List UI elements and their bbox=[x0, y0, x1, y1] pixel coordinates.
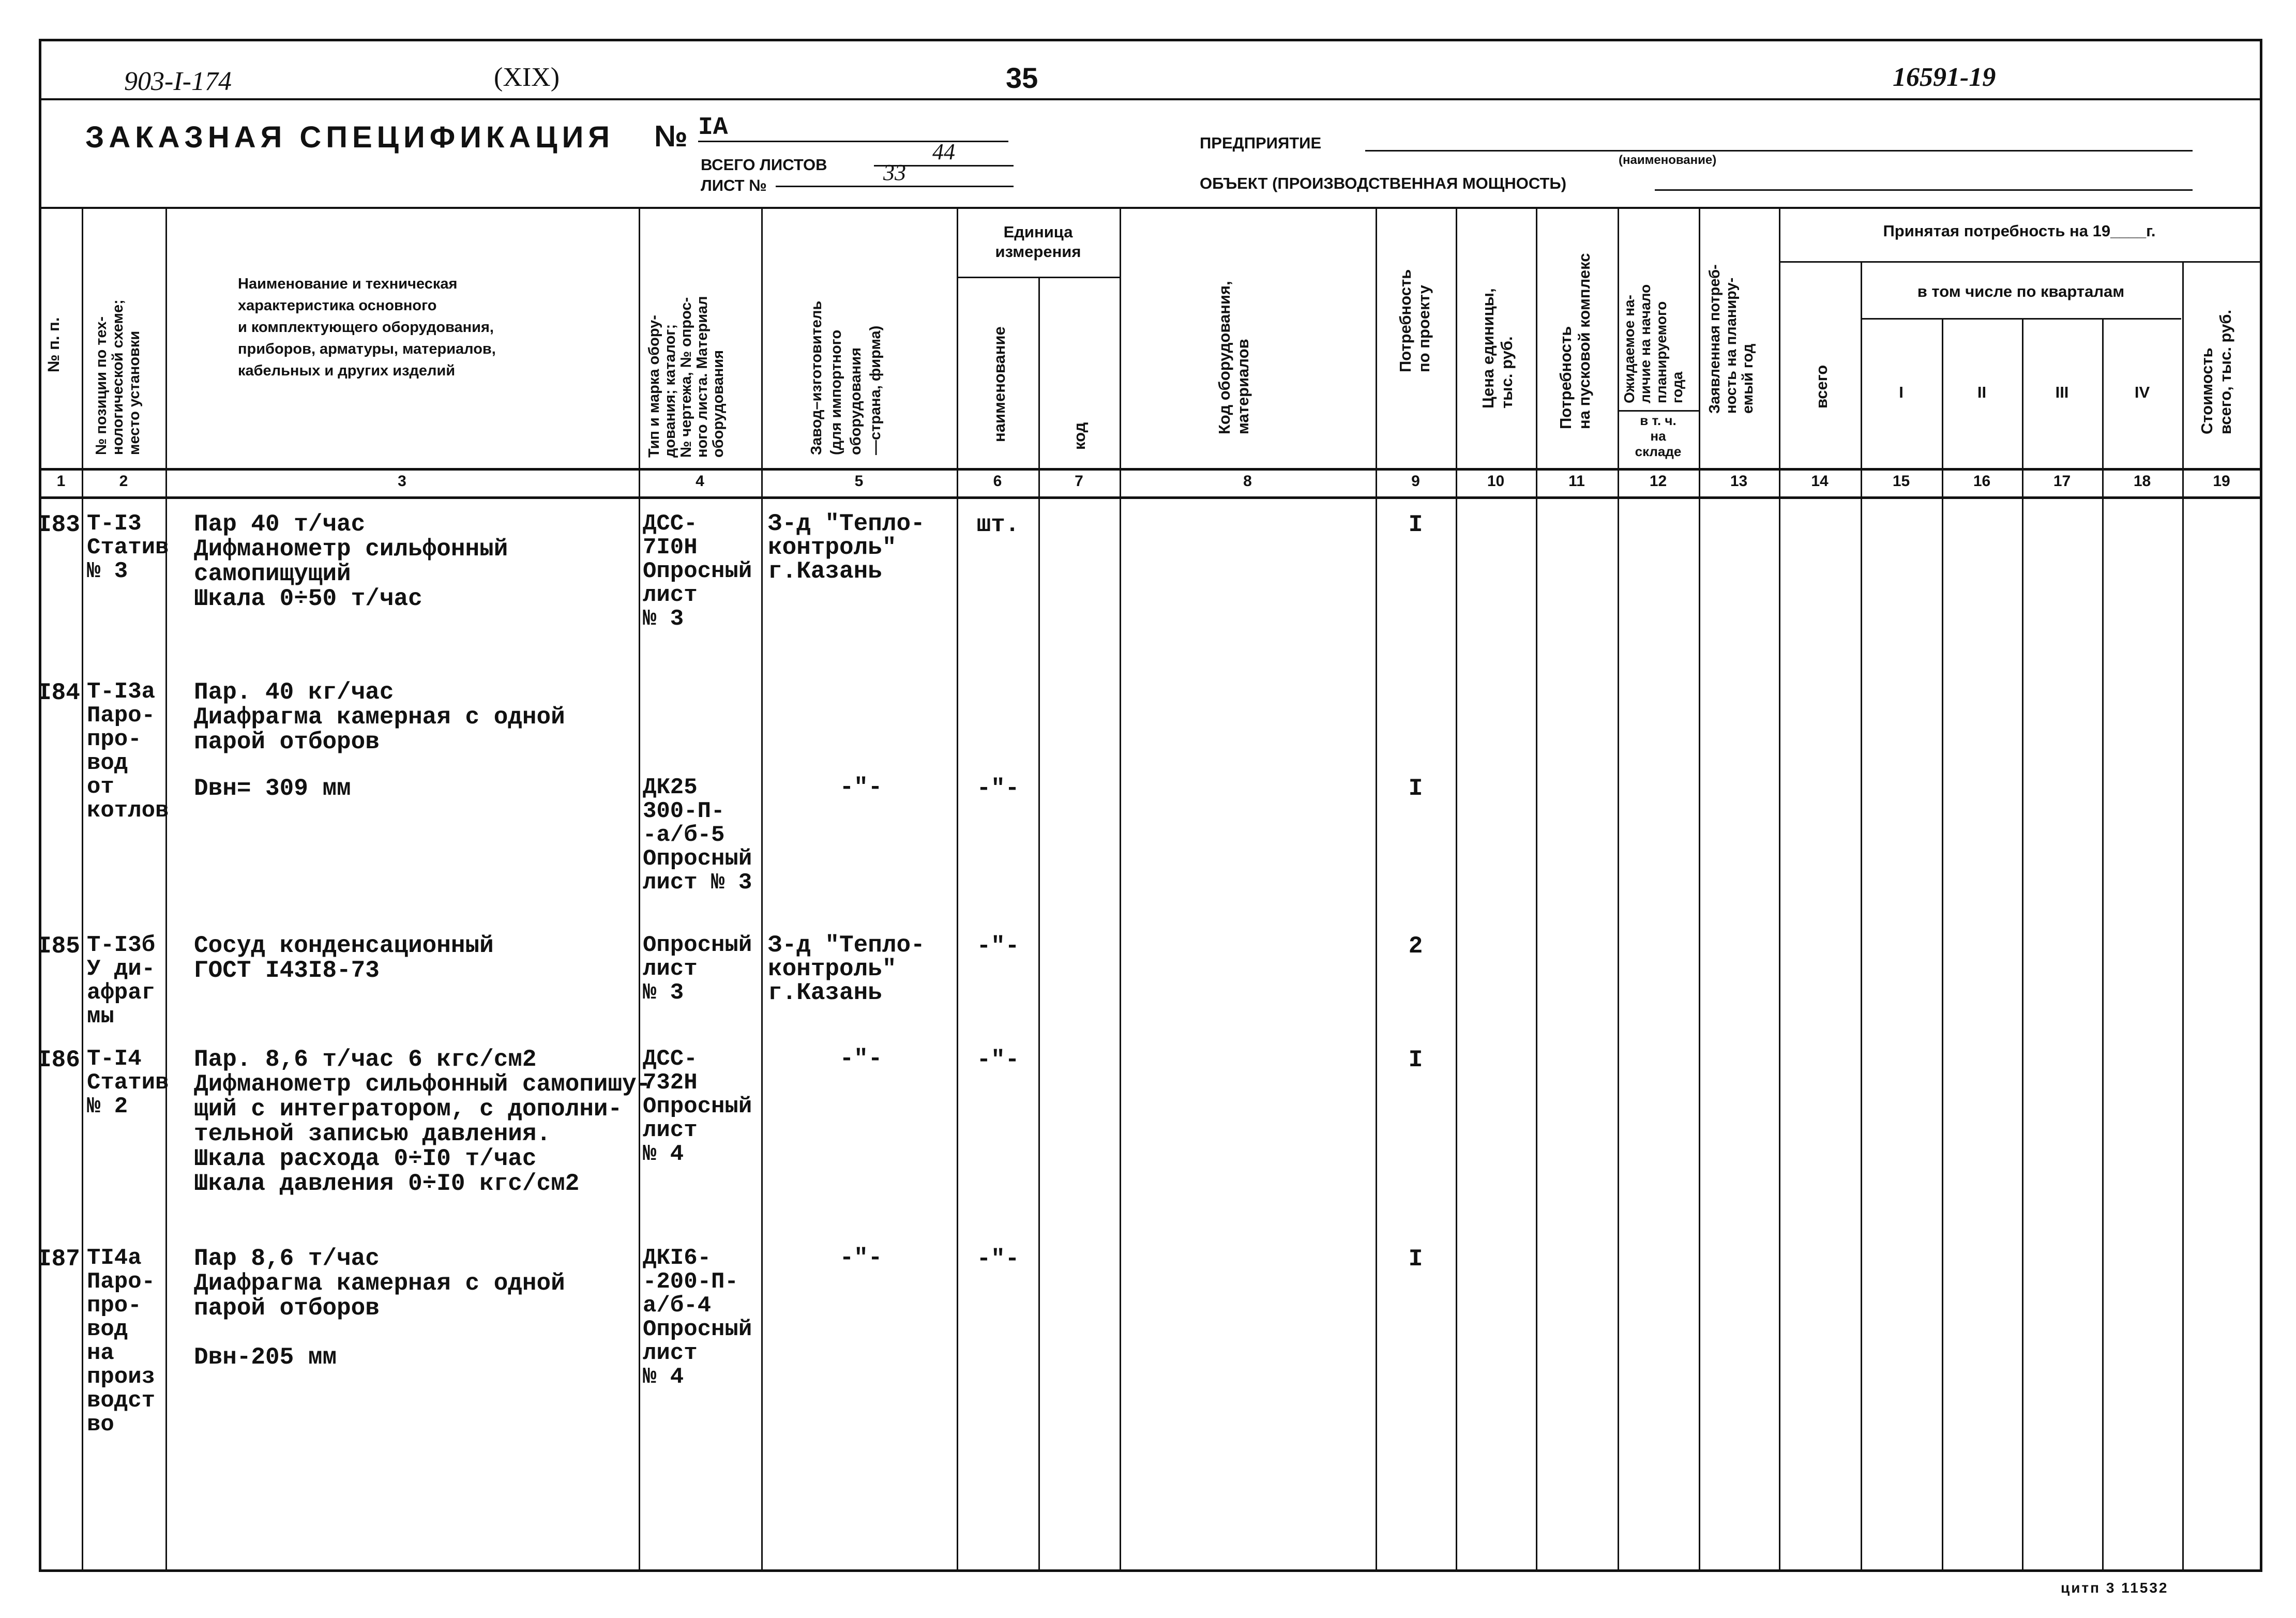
title-rule bbox=[40, 98, 2261, 100]
col-header-7: код bbox=[1070, 422, 1089, 450]
row-description: Пар 40 т/час Дифманометр сильфонный самопищущий Шкала 0÷50 т/час bbox=[194, 511, 508, 612]
row-type-mark: ДКI6- -200-П- а/б-4 Опросный лист № 4 bbox=[643, 1245, 752, 1390]
column-number: 16 bbox=[1973, 473, 1991, 490]
column-number: 19 bbox=[2213, 473, 2230, 490]
col-header-quarters-group: в том числе по кварталам bbox=[1917, 282, 2125, 300]
row-manufacturer: -"- bbox=[839, 1046, 883, 1072]
row-position: Т-I3а Паро- про- вод от котлов bbox=[87, 679, 169, 824]
row-number: I87 bbox=[37, 1246, 80, 1273]
row-quantity: I bbox=[1408, 1047, 1423, 1073]
footer-stamp: цитп 3 11532 bbox=[2061, 1580, 2169, 1596]
col-header-4: Тип и марка обору- дования; каталог; № чертежа, № опрос- ного листа. Материал оборудования bbox=[646, 296, 727, 458]
row-description: Пар. 8,6 т/час 6 кгс/см2 Дифманометр сильфонный самопишу- щий с интегратором, с дополни- тельной записью давления. Шкала расхода 0÷I0 т/час Шкала давления 0÷I0 кгс/см2 bbox=[194, 1046, 651, 1197]
column-number: 12 bbox=[1649, 473, 1667, 490]
object-line bbox=[1655, 189, 2193, 191]
column-rule bbox=[957, 207, 958, 1571]
column-number: 3 bbox=[398, 473, 406, 490]
row-description: Пар 8,6 т/час Диафрагма камерная с одной парой отборов bbox=[194, 1245, 565, 1322]
col-header-13: Заявленная потреб- ность на планиру- емый год bbox=[1706, 264, 1756, 414]
row-number: I85 bbox=[37, 933, 80, 960]
table-top-rule bbox=[40, 207, 2261, 209]
column-number: 8 bbox=[1243, 473, 1252, 490]
row-unit: -"- bbox=[976, 933, 1020, 960]
column-rule bbox=[1456, 207, 1457, 1571]
col-header-6: наименование bbox=[990, 326, 1008, 442]
column-number: 17 bbox=[2053, 473, 2071, 490]
object-label: ОБЪЕКТ (ПРОИЗВОДСТВЕННАЯ МОЩНОСТЬ) bbox=[1200, 174, 1567, 192]
col-header-accepted-group: Принятая потребность на 19____г. bbox=[1883, 222, 2156, 240]
col-header-19: Стоимость всего, тыс. руб. bbox=[2198, 309, 2234, 434]
row-manufacturer: -"- bbox=[839, 774, 883, 801]
column-rule bbox=[82, 207, 83, 1571]
col-header-8: Код оборудования, материалов bbox=[1215, 281, 1252, 434]
column-number: 10 bbox=[1487, 473, 1505, 490]
row-unit: -"- bbox=[976, 1047, 1020, 1073]
col-header-unit-group: Единица измерения bbox=[995, 223, 1081, 261]
column-rule bbox=[1120, 207, 1121, 1571]
total-sheets: 44 bbox=[874, 139, 1014, 167]
row-position: Т-I3б У ди- афраг мы bbox=[87, 932, 156, 1030]
accepted-group-rule bbox=[1779, 261, 2260, 263]
total-sheets-label: ВСЕГО ЛИСТОВ bbox=[701, 156, 827, 174]
row-manufacturer: З-д "Тепло- контроль" г.Казань bbox=[768, 510, 925, 585]
column-rule bbox=[1376, 207, 1377, 1571]
column-number: 5 bbox=[854, 473, 864, 490]
column-number: 9 bbox=[1411, 473, 1420, 490]
column-rule bbox=[1861, 261, 1862, 1571]
row-number: I84 bbox=[37, 679, 80, 706]
colnum-top-rule bbox=[40, 468, 2261, 471]
column-number: 4 bbox=[696, 473, 704, 490]
col-header-1: № п. п. bbox=[44, 317, 63, 372]
row-unit: -"- bbox=[976, 775, 1020, 802]
sheet-no-label: ЛИСТ № bbox=[701, 176, 767, 194]
column-number: 7 bbox=[1075, 473, 1083, 490]
row-number: I83 bbox=[37, 511, 80, 538]
col-header-2: № позиции по тех- нологической схеме; место установки bbox=[93, 299, 143, 455]
col-header-14: всего bbox=[1812, 365, 1831, 409]
row-position: Т-I4 Статив № 2 bbox=[87, 1046, 169, 1120]
column-rule bbox=[2102, 318, 2104, 1571]
col-header-5: Завод–изготовитель (для импортного оборудования —страна, фирма) bbox=[808, 300, 884, 455]
column-rule bbox=[1038, 277, 1040, 1571]
col-header-9: Потребность по проекту bbox=[1396, 269, 1433, 372]
sheet-frame bbox=[39, 39, 2262, 1572]
page-number: 35 bbox=[1006, 62, 1038, 94]
column-number: 13 bbox=[1730, 473, 1748, 490]
column-rule bbox=[1779, 207, 1780, 1571]
column-rule bbox=[1536, 207, 1537, 1571]
column-rule bbox=[1942, 318, 1943, 1571]
row-description: Пар. 40 кг/час Диафрагма камерная с одной парой отборов bbox=[194, 679, 565, 755]
column-number: 14 bbox=[1811, 473, 1829, 490]
column-rule bbox=[761, 207, 763, 1571]
row-manufacturer: -"- bbox=[839, 1245, 883, 1272]
column-number: 2 bbox=[119, 473, 128, 490]
unit-group-rule bbox=[957, 277, 1120, 278]
col-header-3: Наименование и техническая характеристика основного и комплектующего оборудования, приборов, арматуры, материалов, кабельных и других изделий bbox=[238, 276, 496, 379]
stock-sub-rule bbox=[1618, 410, 1699, 412]
archive-number: 16591-19 bbox=[1893, 63, 1996, 92]
col-header-16: II bbox=[1977, 383, 1987, 401]
sheet-no: 33 bbox=[776, 159, 1014, 187]
spec-title: ЗАКАЗНАЯ СПЕЦИФИКАЦИЯ bbox=[85, 120, 614, 154]
row-type-mark: ДСС- 7I0Н Опросный лист № 3 bbox=[643, 511, 752, 632]
row-unit: -"- bbox=[976, 1246, 1020, 1273]
row-type-mark: Опросный лист № 3 bbox=[643, 932, 752, 1006]
row-quantity: I bbox=[1408, 511, 1423, 538]
colnum-bottom-rule bbox=[40, 496, 2261, 499]
row-quantity: I bbox=[1408, 1246, 1423, 1273]
row-description: Сосуд конденсационный ГОСТ I43I8-73 bbox=[194, 932, 494, 984]
column-number: 6 bbox=[993, 473, 1002, 490]
row-inner-diameter: Dвн-205 мм bbox=[194, 1344, 337, 1371]
name-hint: (наименование) bbox=[1619, 153, 1717, 167]
column-rule bbox=[2022, 318, 2023, 1571]
col-header-11: Потребность на пусковой комплекс bbox=[1557, 253, 1593, 429]
enterprise-line bbox=[1365, 150, 2193, 152]
col-header-18: IV bbox=[2134, 383, 2150, 401]
quarters-group-rule bbox=[1861, 318, 2181, 320]
row-number: I86 bbox=[37, 1047, 80, 1073]
number-sign: № bbox=[654, 119, 688, 153]
row-position: Т-I3 Статив № 3 bbox=[87, 511, 169, 584]
enterprise-label: ПРЕДПРИЯТИЕ bbox=[1200, 134, 1322, 152]
sheet-code: 903-I-174 bbox=[124, 67, 232, 96]
col-header-15: I bbox=[1899, 383, 1904, 401]
col-header-17: III bbox=[2055, 383, 2069, 401]
column-rule bbox=[1699, 207, 1700, 1571]
album-number: (XIX) bbox=[494, 63, 560, 92]
column-number: 11 bbox=[1568, 473, 1585, 490]
column-rule bbox=[165, 207, 167, 1571]
column-number: 1 bbox=[56, 473, 66, 490]
row-manufacturer: З-д "Тепло- контроль" г.Казань bbox=[768, 932, 925, 1006]
row-quantity: 2 bbox=[1408, 933, 1423, 960]
col-header-12-sub: в т. ч. на складе bbox=[1635, 413, 1682, 459]
row-quantity: I bbox=[1408, 775, 1423, 802]
row-position: ТI4а Паро- про- вод на произ водст во bbox=[87, 1245, 156, 1438]
column-number: 15 bbox=[1892, 473, 1910, 490]
row-inner-diameter: Dвн= 309 мм bbox=[194, 775, 351, 802]
column-rule bbox=[639, 207, 640, 1571]
col-header-10: Цена единицы, тыс. руб. bbox=[1479, 288, 1516, 409]
row-type-mark: ДСС- 732Н Опросный лист № 4 bbox=[643, 1046, 752, 1167]
row-type-mark: ДК25 300-П- -а/б-5 Опросный лист № 3 bbox=[643, 775, 752, 896]
col-header-12: Ожидаемое на- личие на начало планируемого года bbox=[1621, 284, 1685, 403]
spec-number: IA bbox=[698, 115, 1008, 142]
column-rule bbox=[2182, 261, 2184, 1571]
row-unit: шт. bbox=[976, 511, 1020, 538]
column-number: 18 bbox=[2133, 473, 2151, 490]
